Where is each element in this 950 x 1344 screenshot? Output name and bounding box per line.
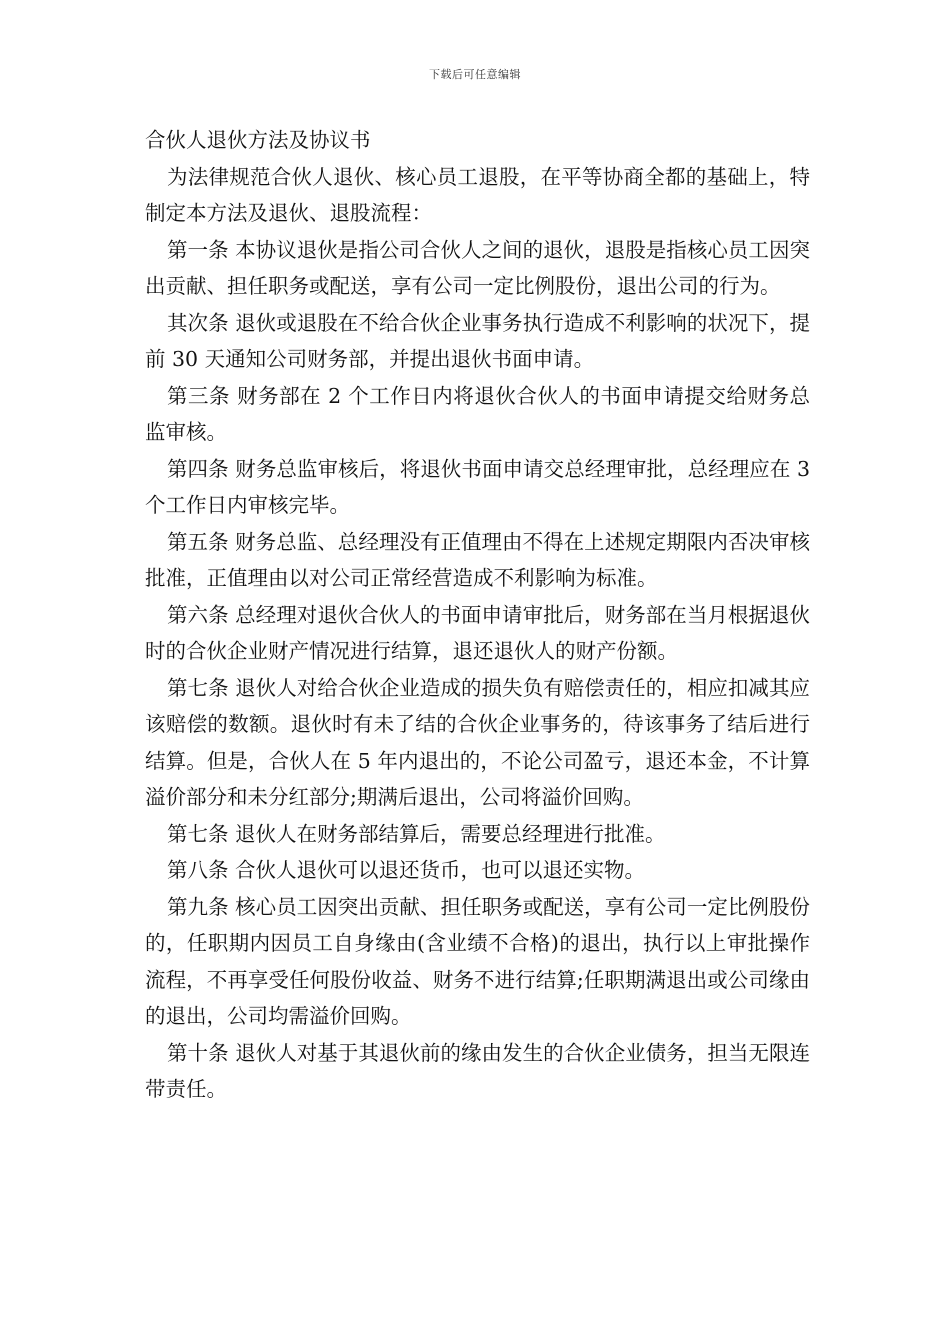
document-title: 合伙人退伙方法及协议书 [145, 128, 371, 152]
paragraph-article-1: 第一条 本协议退伙是指公司合伙人之间的退伙，退股是指核心员工因突出贡献、担任职务或配送，享有公司一定比例股份，退出公司的行为。 [145, 237, 810, 298]
paragraph-article-3: 第三条 财务部在 2 个工作日内将退伙合伙人的书面申请提交给财务总监审核。 [145, 383, 810, 444]
paragraph-article-8: 第八条 合伙人退伙可以退还货币，也可以退还实物。 [167, 858, 646, 882]
paragraph-intro: 为法律规范合伙人退伙、核心员工退股，在平等协商全都的基础上，特制定本方法及退伙、退股流程： [145, 164, 810, 225]
header-note: 下载后可任意编辑 [429, 68, 521, 81]
paragraph-article-9: 第九条 核心员工因突出贡献、担任职务或配送，享有公司一定比例股份的，任职期内因员工自身缘由(含业绩不合格)的退出，执行以上审批操作流程，不再享受任何股份收益、财务不进行结算;任职期满退出或公司缘由的退出，公司均需溢价回购。 [145, 894, 810, 1028]
paragraph-article-2: 其次条 退伙或退股在不给合伙企业事务执行造成不利影响的状况下，提前 30 天通知公司财务部，并提出退伙书面申请。 [145, 310, 810, 371]
document-body [145, 122, 810, 1108]
paragraph-article-10: 第十条 退伙人对基于其退伙前的缘由发生的合伙企业债务，担当无限连带责任。 [145, 1040, 810, 1101]
paragraph-article-6: 第六条 总经理对退伙合伙人的书面申请审批后，财务部在当月根据退伙时的合伙企业财产情况进行结算，退还退伙人的财产份额。 [145, 602, 810, 663]
paragraph-article-4: 第四条 财务总监审核后，将退伙书面申请交总经理审批，总经理应在 3 个工作日内审核完毕。 [145, 456, 810, 517]
paragraph-article-7b: 第七条 退伙人在财务部结算后，需要总经理进行批准。 [167, 821, 666, 846]
paragraph-article-7: 第七条 退伙人对给合伙企业造成的损失负有赔偿责任的，相应扣减其应该赔偿的数额。退伙时有未了结的合伙企业事务的，待该事务了结后进行结算。但是，合伙人在 5 年内退出的，不论公司盈亏，退还本金，不计算溢价部分和未分红部分;期满后退出，公司将溢价回购。 [145, 675, 810, 809]
paragraph-article-5: 第五条 财务总监、总经理没有正值理由不得在上述规定期限内否决审核批准，正值理由以对公司正常经营造成不利影响为标准。 [145, 529, 810, 590]
